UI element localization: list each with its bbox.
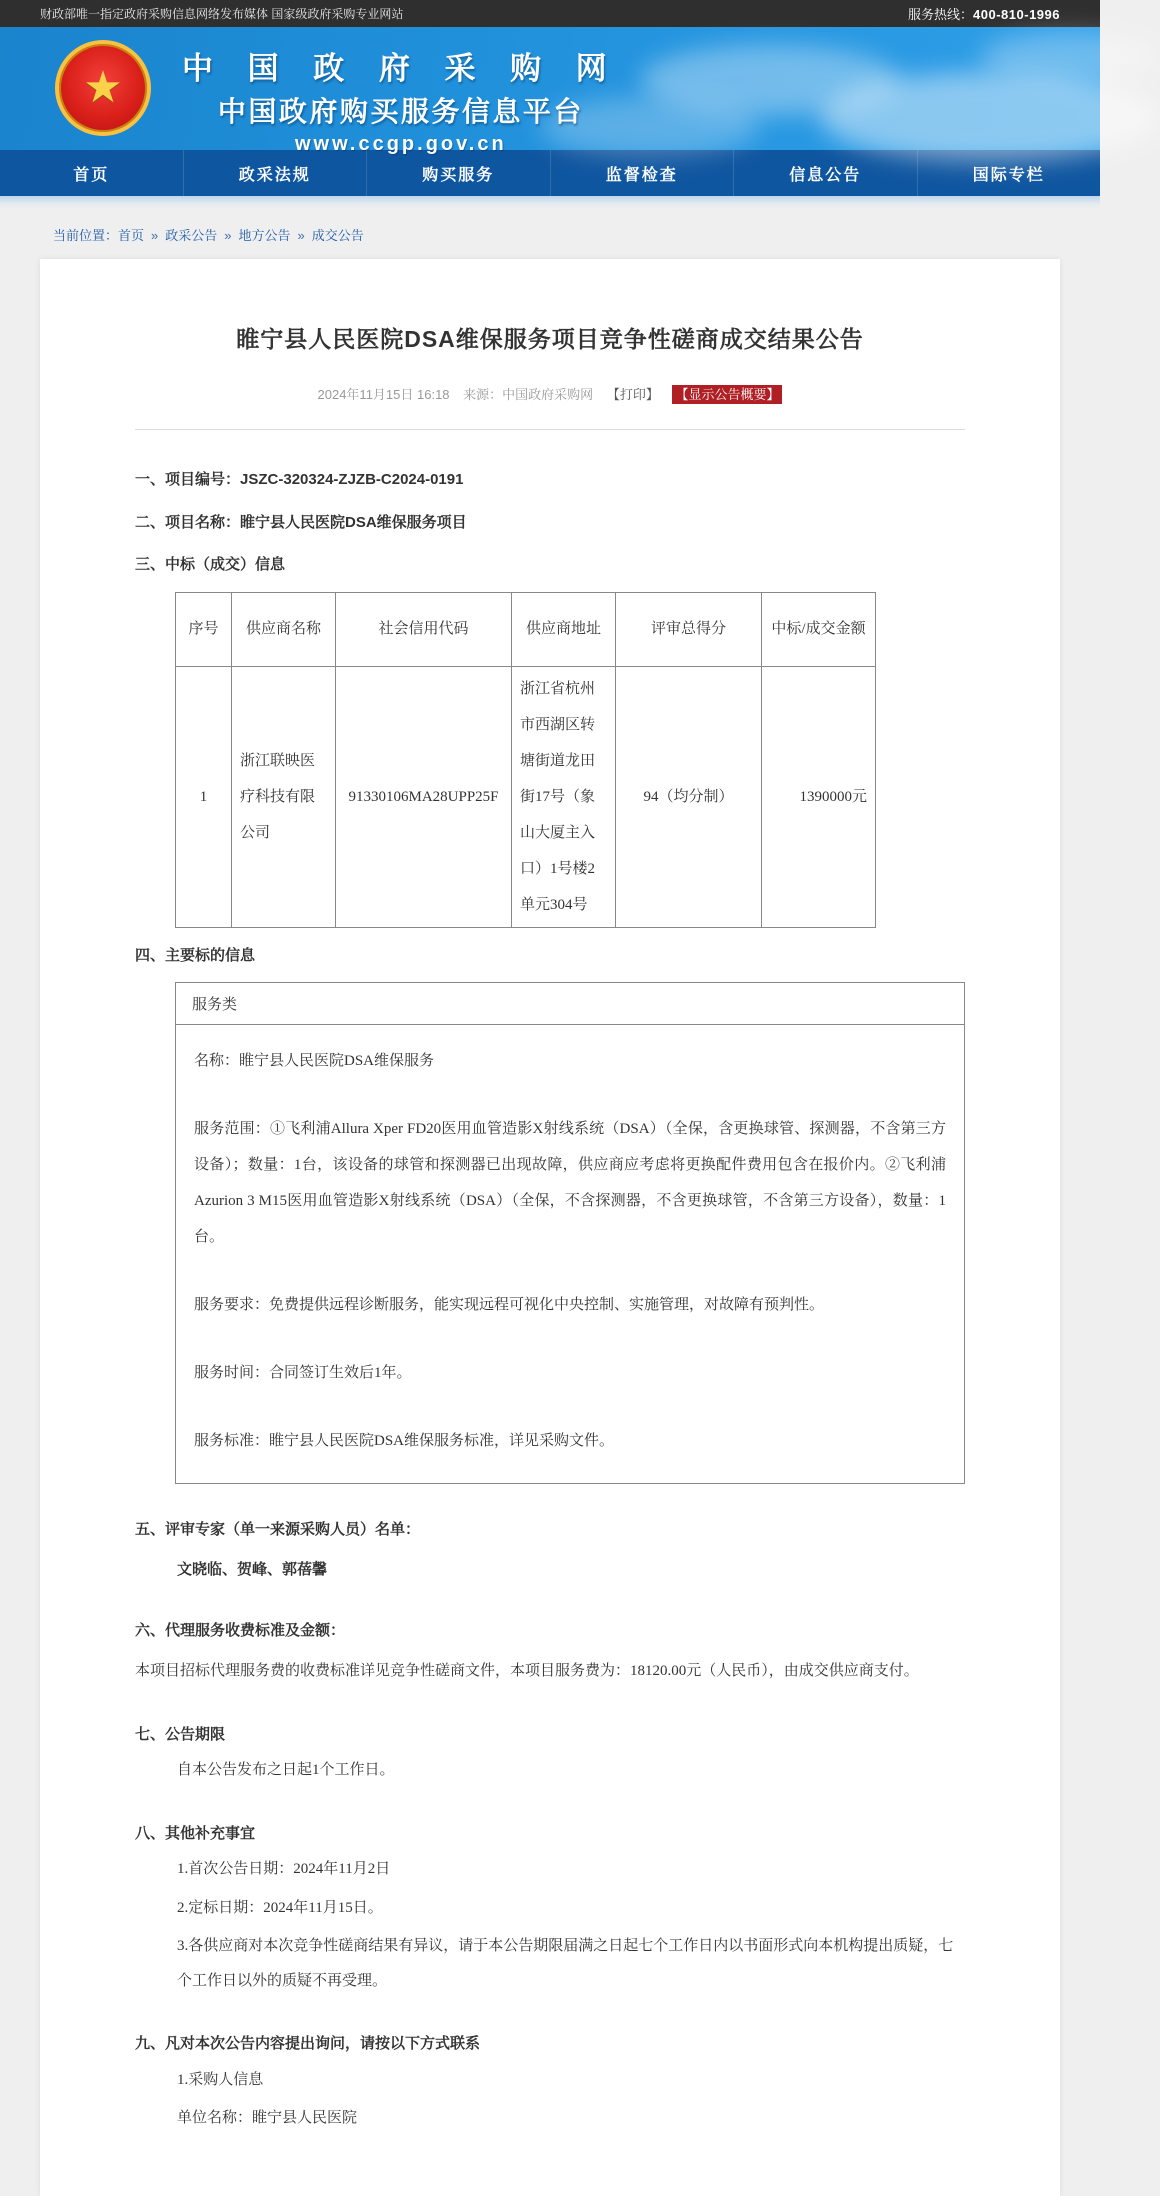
section-award-info-heading: 三、中标（成交）信息	[135, 556, 286, 573]
cloud-decoration	[980, 32, 1160, 82]
hotline-number: 400-810-1996	[973, 7, 1060, 22]
purchaser-info-label: 1.采购人信息	[177, 2071, 264, 2088]
site-header	[0, 27, 1100, 155]
col-header-award-amount: 中标/成交金额	[762, 592, 876, 666]
star-icon: ★	[83, 63, 123, 112]
supplementary-item-1: 1.首次公告日期：2024年11月2日	[177, 1861, 391, 1878]
article-meta	[135, 384, 965, 403]
subject-name-line: 名称：睢宁县人民医院DSA维保服务	[194, 1053, 435, 1069]
section-subject-heading: 四、主要标的信息	[135, 946, 256, 964]
topbar-slogan: 财政部唯一指定政府采购信息网络发布媒体 国家级政府采购专业网站	[40, 7, 404, 21]
expert-names: 文晓临、贺峰、郭蓓馨	[177, 1560, 328, 1578]
cell-award-amount: 1390000元	[762, 666, 876, 927]
col-header-credit-code: 社会信用代码	[336, 592, 512, 666]
subject-details	[176, 1025, 964, 1483]
supplementary-item-3: 3.各供应商对本次竞争性磋商结果有异议，请于本公告期限届满之日起七个工作日内以书面形式向本机构提出质疑，七个工作日以外的质疑不再受理。	[177, 1938, 954, 1989]
subject-time-line: 服务时间：合同签订生效后1年。	[194, 1365, 412, 1381]
subject-standard-line: 服务标准：睢宁县人民医院DSA维保服务标准，详见采购文件。	[194, 1433, 615, 1449]
subject-category: 服务类	[176, 983, 964, 1025]
section-project-name: 二、项目名称：睢宁县人民医院DSA维保服务项目	[135, 513, 467, 531]
article-content	[135, 430, 965, 2136]
purchaser-unit-name: 单位名称：睢宁县人民医院	[177, 2110, 358, 2127]
cloud-decoration	[820, 72, 1160, 162]
cell-credit-code: 91330106MA28UPP25F	[336, 666, 512, 927]
col-header-index: 序号	[176, 592, 232, 666]
service-hotline	[908, 4, 1060, 23]
cell-supplier-name: 浙江联映医疗科技有限公司	[232, 666, 336, 927]
breadcrumb-zhengcai[interactable]: 政采公告	[165, 228, 218, 243]
source-label: 来源：中国政府采购网	[463, 387, 594, 402]
cell-review-score: 94（均分制）	[616, 666, 762, 927]
section-project-number: 一、项目编号：JSZC-320324-ZJZB-C2024-0191	[135, 471, 464, 488]
breadcrumb-separator: »	[297, 228, 305, 243]
article-card	[40, 259, 1060, 2196]
section-notice-period-heading: 七、公告期限	[135, 1725, 226, 1743]
award-table	[175, 592, 876, 928]
nav-item-announcements[interactable]: 信息公告	[734, 150, 918, 196]
breadcrumb-local[interactable]: 地方公告	[238, 228, 291, 243]
notice-period-text: 自本公告发布之日起1个工作日。	[177, 1762, 395, 1779]
section-agency-fee-heading: 六、代理服务收费标准及金额：	[135, 1621, 346, 1639]
cell-index: 1	[176, 666, 232, 927]
nav-item-home[interactable]: 首页	[0, 150, 184, 196]
award-table-header-row	[176, 592, 876, 666]
subject-scope-line: 服务范围：①飞利浦Allura Xper FD20医用血管造影X射线系统（DSA）（全保，含更换球管、探测器，不含第三方设备）；数量：1台，该设备的球管和探测器已出现故障，供应商应考虑将更换配件费用包含在报价内。②飞利浦Azurion 3 M15医用血管造影X射线系统（DSA）（全保，不含探测器，不含更换球管，不含第三方设备），数量：1台。	[194, 1121, 946, 1245]
table-row	[176, 666, 876, 927]
breadcrumb-deal[interactable]: 成交公告	[311, 228, 364, 243]
section-experts-heading: 五、评审专家（单一来源采购人员）名单：	[135, 1521, 421, 1538]
site-subtitle: 中国政府购买服务信息平台	[217, 96, 584, 127]
site-url: www.ccgp.gov.cn	[294, 133, 507, 155]
agency-fee-text: 本项目招标代理服务费的收费标准详见竞争性磋商文件，本项目服务费为：18120.00元（人民币），由成交供应商支付。	[135, 1663, 919, 1679]
topbar	[0, 0, 1100, 27]
national-emblem-logo	[55, 40, 151, 136]
cell-supplier-address: 浙江省杭州市西湖区转塘街道龙田街17号（象山大厦主入口）1号楼2单元304号	[512, 666, 616, 927]
page-title: 睢宁县人民医院DSA维保服务项目竞争性磋商成交结果公告	[236, 326, 864, 352]
nav-item-regulations[interactable]: 政采法规	[184, 150, 368, 196]
publish-datetime: 2024年11月15日 16:18	[317, 387, 450, 402]
print-button[interactable]: 【打印】	[606, 387, 659, 402]
breadcrumb	[0, 210, 1100, 253]
site-name: 中 国 政 府 采 购 网	[182, 51, 620, 86]
nav-item-purchase-services[interactable]: 购买服务	[367, 150, 551, 196]
col-header-review-score: 评审总得分	[616, 592, 762, 666]
breadcrumb-separator: »	[224, 228, 232, 243]
subject-requirement-line: 服务要求：免费提供远程诊断服务，能实现远程可视化中央控制、实施管理，对故障有预判性。	[194, 1297, 825, 1313]
breadcrumb-prefix: 当前位置：	[53, 228, 119, 243]
hotline-label: 服务热线：	[908, 7, 974, 22]
subject-info-box	[175, 982, 965, 1484]
show-summary-button[interactable]: 【显示公告概要】	[672, 385, 782, 404]
section-supplementary-heading: 八、其他补充事宜	[135, 1824, 256, 1842]
breadcrumb-separator: »	[151, 228, 159, 243]
nav-item-supervision[interactable]: 监督检查	[551, 150, 735, 196]
col-header-supplier-name: 供应商名称	[232, 592, 336, 666]
section-contact-heading: 九、凡对本次公告内容提出询问，请按以下方式联系	[135, 2035, 481, 2053]
nav-shadow-strip	[0, 196, 1100, 210]
supplementary-item-2: 2.定标日期：2024年11月15日。	[177, 1899, 383, 1916]
site-title-block	[182, 43, 620, 156]
col-header-supplier-address: 供应商地址	[512, 592, 616, 666]
nav-item-international[interactable]: 国际专栏	[972, 166, 1045, 184]
breadcrumb-home[interactable]: 首页	[118, 228, 145, 243]
